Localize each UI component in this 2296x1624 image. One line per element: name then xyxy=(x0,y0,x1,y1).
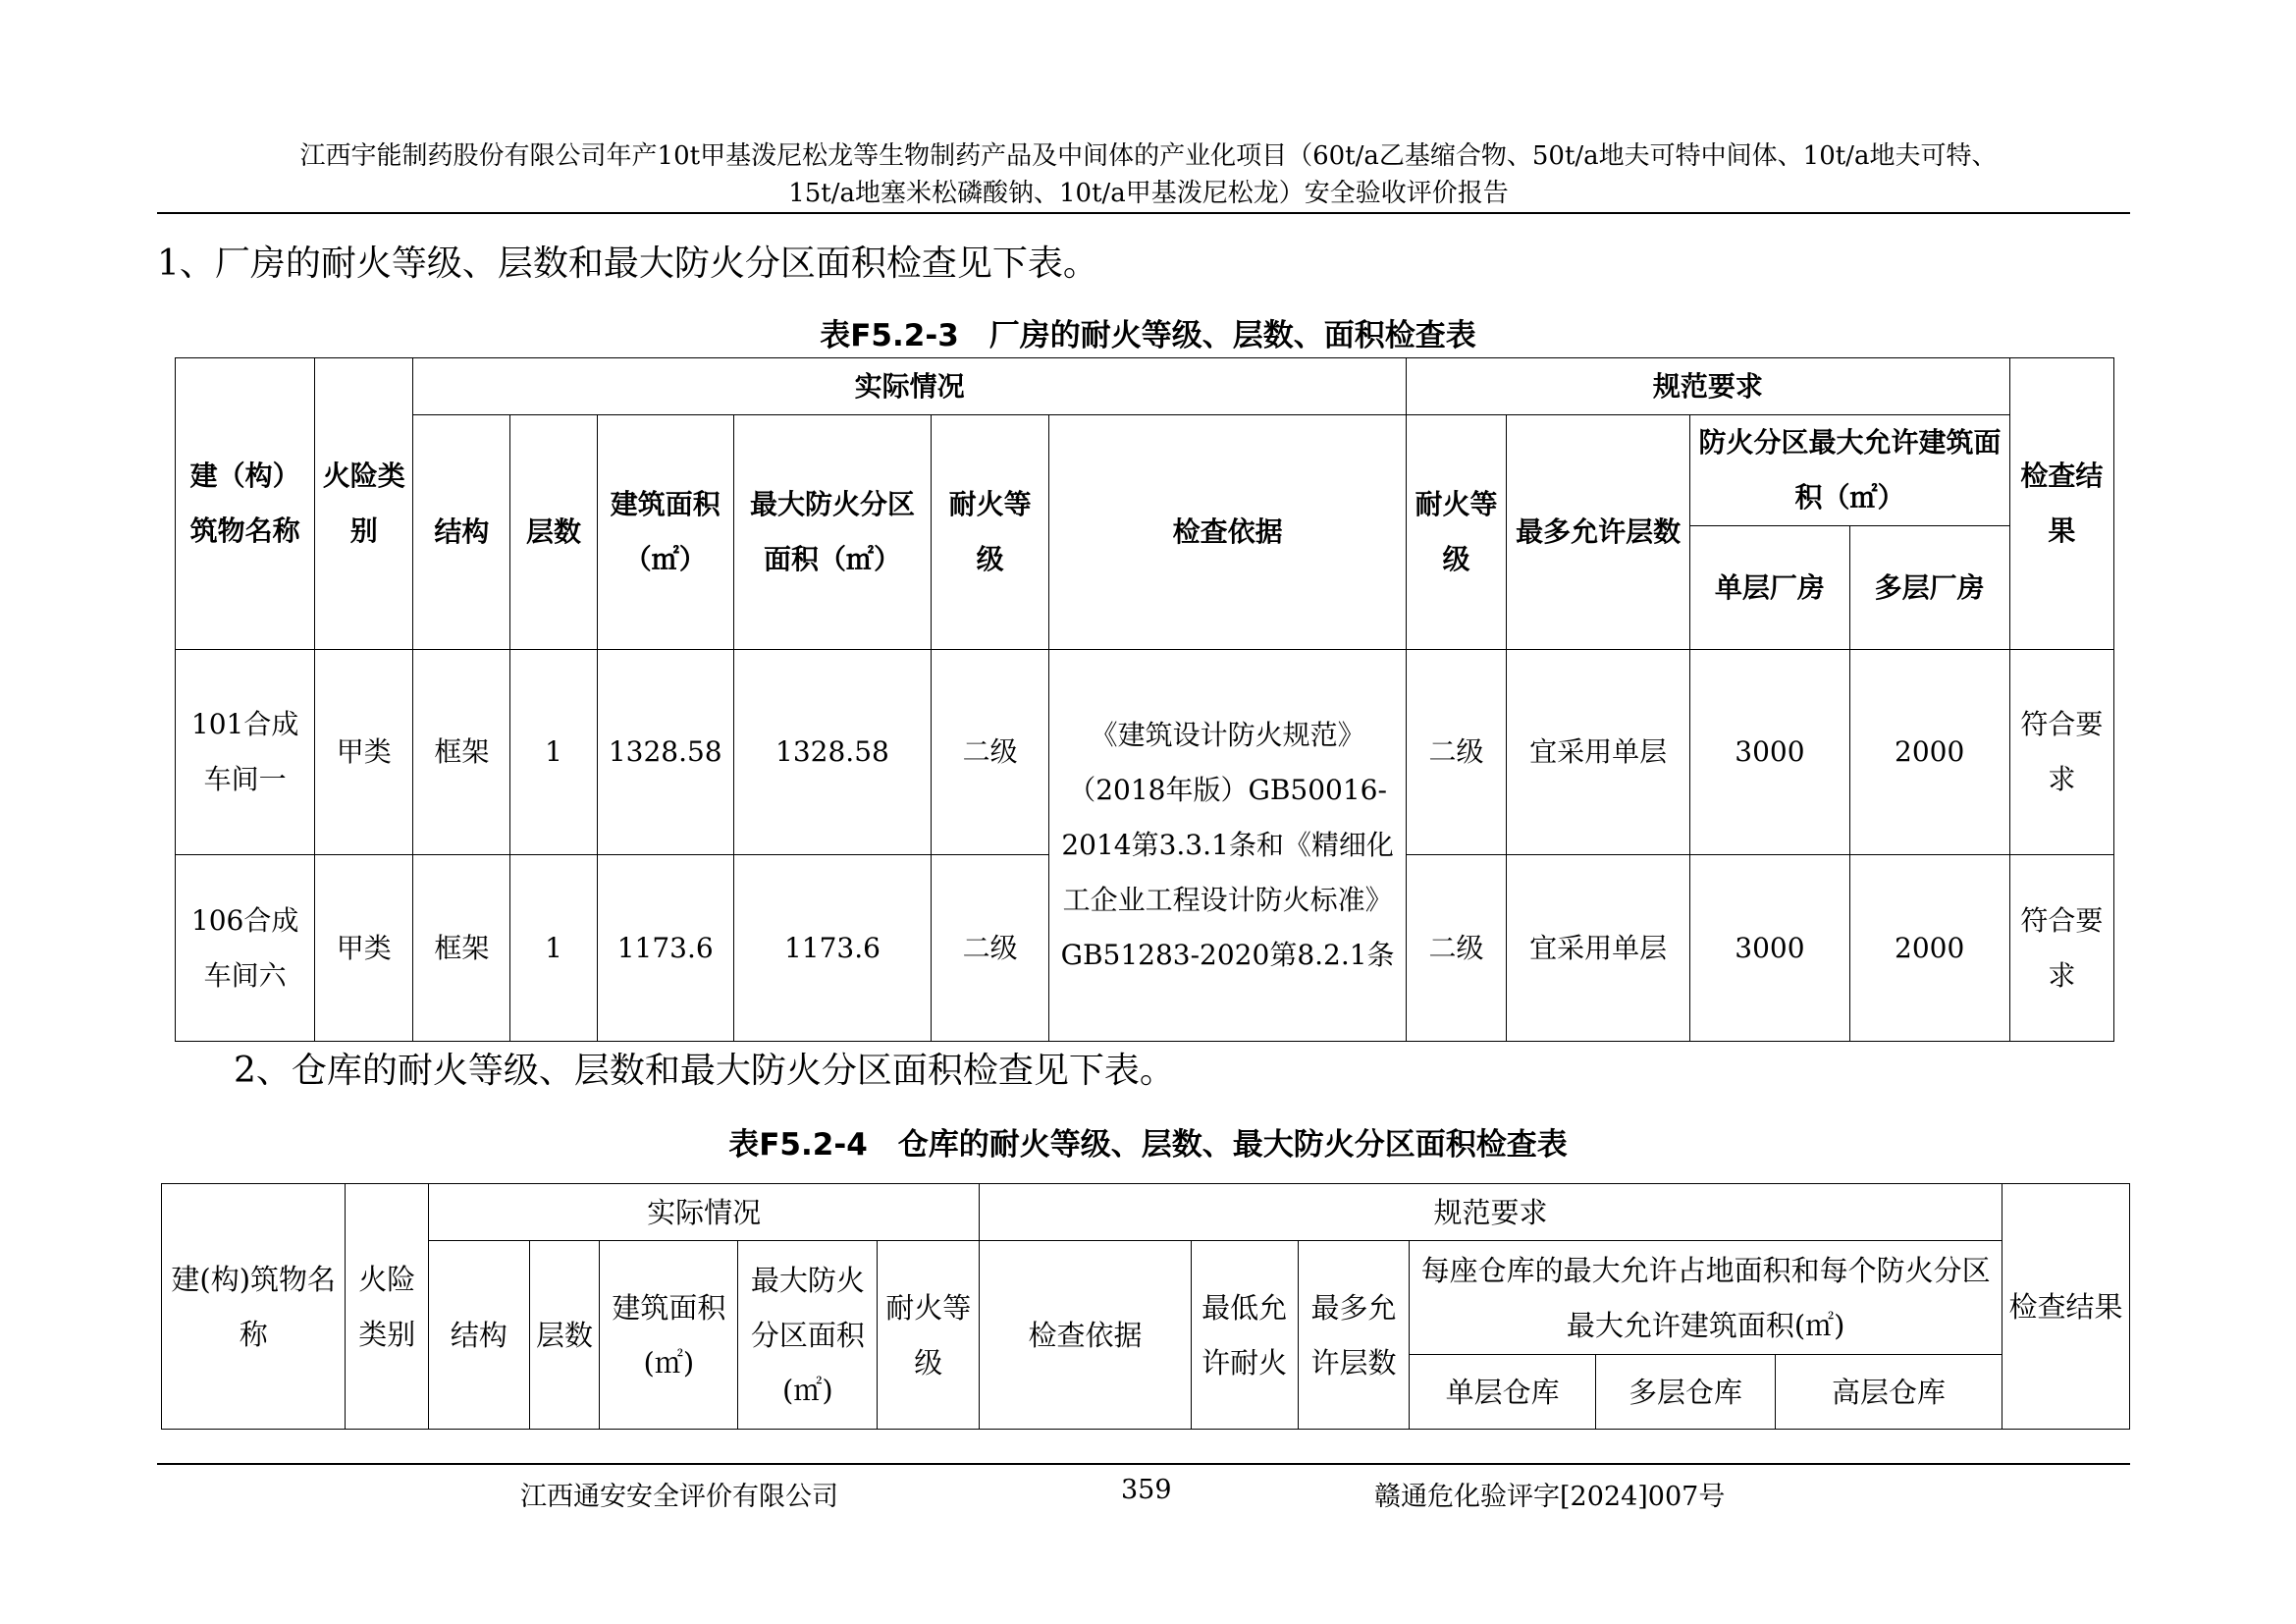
th-result: 检查结果 xyxy=(2009,358,2113,650)
cell-multi: 2000 xyxy=(1849,855,2009,1042)
footer-rule xyxy=(157,1463,2130,1465)
th-max-floors: 最多允许层数 xyxy=(1507,415,1690,650)
cell-max-zone: 1328.58 xyxy=(733,650,931,855)
cell-single: 3000 xyxy=(1690,855,1849,1042)
th-area: 建筑面积（㎡） xyxy=(597,415,733,650)
cell-result: 符合要求 xyxy=(2009,855,2113,1042)
th2-result: 检查结果 xyxy=(2002,1184,2129,1430)
report-header xyxy=(157,137,2140,212)
cell-area: 1173.6 xyxy=(597,855,733,1042)
th-fire-grade: 耐火等级 xyxy=(932,415,1049,650)
footer-doc-number: 赣通危化验评字[2024]007号 xyxy=(1374,1482,1726,1512)
cell-grade: 二级 xyxy=(932,855,1049,1042)
cell-basis: 《建筑设计防火规范》（2018年版）GB50016-2014第3.3.1条和《精细化工企业工程设计防火标准》GB51283-2020第8.2.1条 xyxy=(1049,650,1407,1042)
cell-max-floors: 宜采用单层 xyxy=(1507,650,1690,855)
cell-structure: 框架 xyxy=(413,650,510,855)
report-header-line1: 江西宇能制药股份有限公司年产10t甲基泼尼松龙等生物制药产品及中间体的产业化项目（60t/a乙基缩合物、50t/a地夫可特中间体、10t/a地夫可特、 xyxy=(299,141,1998,171)
th2-min-grade: 最低允许耐火 xyxy=(1191,1241,1298,1430)
cell-multi: 2000 xyxy=(1849,650,2009,855)
th2-high-warehouse: 高层仓库 xyxy=(1776,1355,2002,1430)
cell-spec-grade: 二级 xyxy=(1406,650,1506,855)
th2-max-floors: 最多允许层数 xyxy=(1298,1241,1410,1430)
table-row xyxy=(176,650,2114,855)
th2-single-warehouse: 单层仓库 xyxy=(1410,1355,1595,1430)
report-header-line2: 15t/a地塞米松磷酸钠、10t/a甲基泼尼松龙）安全验收评价报告 xyxy=(788,179,1509,208)
th-single-factory: 单层厂房 xyxy=(1690,526,1849,650)
th2-actual: 实际情况 xyxy=(429,1184,980,1241)
footer-page-number: 359 xyxy=(1121,1475,1172,1505)
warehouse-fire-check-table xyxy=(161,1183,2130,1430)
th-basis: 检查依据 xyxy=(1049,415,1407,650)
th2-basis: 检查依据 xyxy=(980,1241,1192,1430)
table2-caption: 表F5.2-4 仓库的耐火等级、层数、最大防火分区面积检查表 xyxy=(728,1127,1568,1163)
cell-floors: 1 xyxy=(510,855,597,1042)
table1-caption: 表F5.2-3 厂房的耐火等级、层数、面积检查表 xyxy=(820,318,1476,353)
th2-allow-area: 每座仓库的最大允许占地面积和每个防火分区最大允许建筑面积(㎡) xyxy=(1410,1241,2002,1355)
cell-max-floors: 宜采用单层 xyxy=(1507,855,1690,1042)
th2-structure: 结构 xyxy=(429,1241,530,1430)
th2-spec: 规范要求 xyxy=(980,1184,2002,1241)
th2-multi-warehouse: 多层仓库 xyxy=(1595,1355,1775,1430)
cell-name: 101合成车间一 xyxy=(176,650,315,855)
cell-result: 符合要求 xyxy=(2009,650,2113,855)
cell-single: 3000 xyxy=(1690,650,1849,855)
cell-risk: 甲类 xyxy=(315,650,413,855)
th-actual: 实际情况 xyxy=(413,358,1407,415)
section1-intro: 1、厂房的耐火等级、层数和最大防火分区面积检查见下表。 xyxy=(157,244,1098,284)
th2-fire-risk: 火险类别 xyxy=(346,1184,429,1430)
th-allow-area: 防火分区最大允许建筑面积（㎡） xyxy=(1690,415,2009,526)
header-rule xyxy=(157,212,2130,214)
th-multi-factory: 多层厂房 xyxy=(1849,526,2009,650)
th2-building-name: 建(构)筑物名称 xyxy=(162,1184,346,1430)
footer-company: 江西通安安全评价有限公司 xyxy=(520,1482,838,1512)
th-fire-risk: 火险类别 xyxy=(315,358,413,650)
cell-spec-grade: 二级 xyxy=(1406,855,1506,1042)
th-spec: 规范要求 xyxy=(1406,358,2009,415)
th-floors: 层数 xyxy=(510,415,597,650)
th-max-zone: 最大防火分区面积（㎡） xyxy=(733,415,931,650)
th2-area: 建筑面积(㎡) xyxy=(600,1241,738,1430)
cell-floors: 1 xyxy=(510,650,597,855)
cell-structure: 框架 xyxy=(413,855,510,1042)
cell-grade: 二级 xyxy=(932,650,1049,855)
th-spec-grade: 耐火等级 xyxy=(1406,415,1506,650)
th2-max-zone: 最大防火分区面积(㎡) xyxy=(738,1241,878,1430)
cell-risk: 甲类 xyxy=(315,855,413,1042)
cell-name: 106合成车间六 xyxy=(176,855,315,1042)
th2-floors: 层数 xyxy=(529,1241,600,1430)
factory-fire-check-table xyxy=(175,357,2114,1042)
section2-intro: 2、仓库的耐火等级、层数和最大防火分区面积检查见下表。 xyxy=(234,1051,1175,1091)
th2-fire-grade: 耐火等级 xyxy=(878,1241,980,1430)
th-structure: 结构 xyxy=(413,415,510,650)
th-building-name: 建（构）筑物名称 xyxy=(176,358,315,650)
cell-area: 1328.58 xyxy=(597,650,733,855)
cell-max-zone: 1173.6 xyxy=(733,855,931,1042)
